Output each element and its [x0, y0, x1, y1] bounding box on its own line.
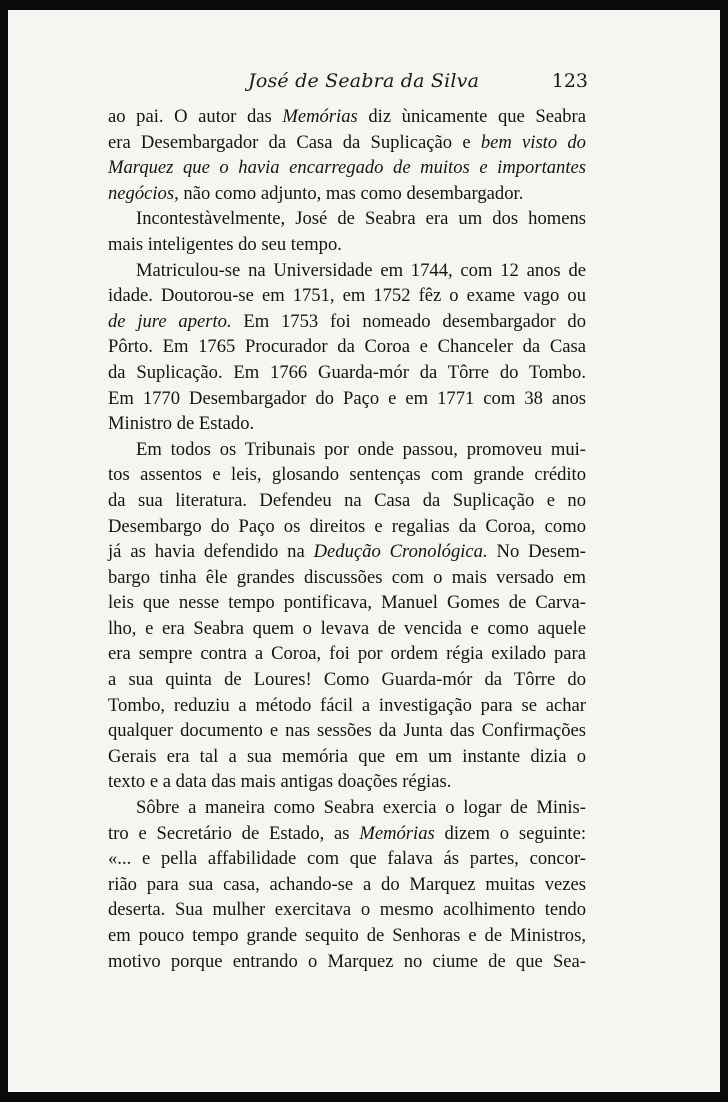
text-segment: Gerais era tal a sua memória que em um instante dizia o [108, 745, 586, 767]
text-segment: qualquer documento e nas sessões da Junta das Confirmações [108, 720, 586, 742]
text-segment: Desembargo do Paço os direitos e regalias da Coroa, como [108, 515, 586, 537]
italic-text: Dedução Cronológica. [313, 541, 488, 563]
text-line [108, 309, 586, 335]
italic-text: negócios, [108, 182, 179, 204]
text-line [108, 488, 586, 514]
text-segment: a sua quinta de Loures! Como Guarda-mór da Tôrre do [108, 669, 586, 691]
text-segment: Pôrto. Em 1765 Procurador da Coroa e Chanceler da Casa [108, 336, 586, 358]
text-segment: era Desembargador da Casa da Suplicação e [108, 131, 481, 153]
book-page [8, 10, 720, 1092]
text-segment: era sempre contra a Coroa, foi por ordem régia exilado para [108, 643, 586, 665]
italic-text: Marquez que o havia encarregado de muitos e importantes [108, 157, 586, 179]
text-segment: Em 1753 foi nomeado desembargador do [231, 310, 586, 332]
text-line [108, 206, 586, 232]
text-line [108, 334, 586, 360]
text-line [108, 462, 586, 488]
text-line [108, 872, 586, 898]
text-segment: Sôbre a maneira como Seabra exercia o logar de Minis- [136, 797, 586, 819]
text-segment: No Desem- [487, 541, 586, 563]
page-number: 123 [551, 70, 588, 92]
text-segment: idade. Doutorou-se em 1751, em 1752 fêz o exame vago ou [108, 285, 586, 307]
page-header [108, 62, 588, 102]
text-segment: ao pai. O autor das [108, 106, 283, 127]
text-segment: não como adjunto, mas como desembargador. [178, 182, 524, 204]
text-segment: dizem o seguinte: [434, 822, 586, 844]
text-line [108, 667, 586, 693]
italic-text: Memórias [282, 106, 358, 127]
text-line [108, 130, 586, 156]
text-line [108, 616, 586, 642]
text-segment: texto e a data das mais antigas doações régias. [108, 771, 452, 793]
text-line [108, 360, 586, 386]
text-segment: Matriculou-se na Universidade em 1744, com 12 anos de [136, 259, 586, 281]
text-line [108, 258, 586, 284]
text-line [108, 155, 586, 181]
text-segment: Em todos os Tribunais por onde passou, promoveu mui- [136, 438, 586, 460]
text-segment: rião para sua casa, achando-se a do Marquez muitas vezes [108, 873, 586, 895]
text-line [108, 923, 586, 949]
text-segment: mais inteligentes do seu tempo. [108, 233, 342, 255]
text-line [108, 795, 586, 821]
text-segment: bargo tinha êle grandes discussões com o mais versado em [108, 566, 586, 588]
text-segment: tos assentos e leis, glosando sentenças com grande crédito [108, 464, 586, 486]
text-segment: Incontestàvelmente, José de Seabra era um dos homens [136, 208, 586, 230]
text-segment: da sua literatura. Defendeu na Casa da Suplicação e no [108, 489, 586, 511]
text-line [108, 565, 586, 591]
text-line [108, 386, 586, 412]
text-segment: diz ùnicamente que Seabra [357, 106, 586, 127]
text-line [108, 949, 586, 975]
text-line [108, 590, 586, 616]
text-line [108, 411, 586, 437]
text-segment: «... e pella affabilidade com que falava ás partes, concor- [108, 848, 586, 870]
text-segment: tro e Secretário de Estado, as [108, 822, 360, 844]
italic-text: Memórias [359, 822, 435, 844]
text-line [108, 514, 586, 540]
text-line [108, 539, 586, 565]
text-line [108, 897, 586, 923]
text-line [108, 104, 586, 130]
text-line [108, 232, 586, 258]
text-line [108, 846, 586, 872]
text-segment: da Suplicação. Em 1766 Guarda-mór da Tôrre do Tombo. [108, 361, 586, 383]
text-segment: Tombo, reduziu a método fácil a investigação para se achar [108, 694, 586, 716]
text-line [108, 641, 586, 667]
text-line [108, 181, 586, 207]
text-segment: motivo porque entrando o Marquez no ciume de que Sea- [108, 950, 586, 972]
text-segment: deserta. Sua mulher exercitava o mesmo acolhimento tendo [108, 899, 586, 921]
running-title: José de Seabra da Silva [248, 70, 480, 92]
text-line [108, 769, 586, 795]
text-line [108, 283, 586, 309]
text-line [108, 437, 586, 463]
text-line [108, 744, 586, 770]
text-segment: em pouco tempo grande sequito de Senhoras e de Ministros, [108, 925, 586, 946]
text-segment: lho, e era Seabra quem o levava de vencida e como aquele [108, 617, 586, 639]
body-text [108, 104, 586, 974]
text-segment: Ministro de Estado. [108, 413, 255, 435]
italic-text: de jure aperto. [108, 310, 232, 332]
text-segment: leis que nesse tempo pontificava, Manuel Gomes de Carva- [108, 592, 586, 614]
text-line [108, 821, 586, 847]
text-line [108, 718, 586, 744]
italic-text: bem visto do [480, 131, 586, 153]
text-line [108, 693, 586, 719]
text-segment: Em 1770 Desembargador do Paço e em 1771 com 38 anos [108, 387, 586, 409]
text-segment: já as havia defendido na [108, 541, 314, 563]
